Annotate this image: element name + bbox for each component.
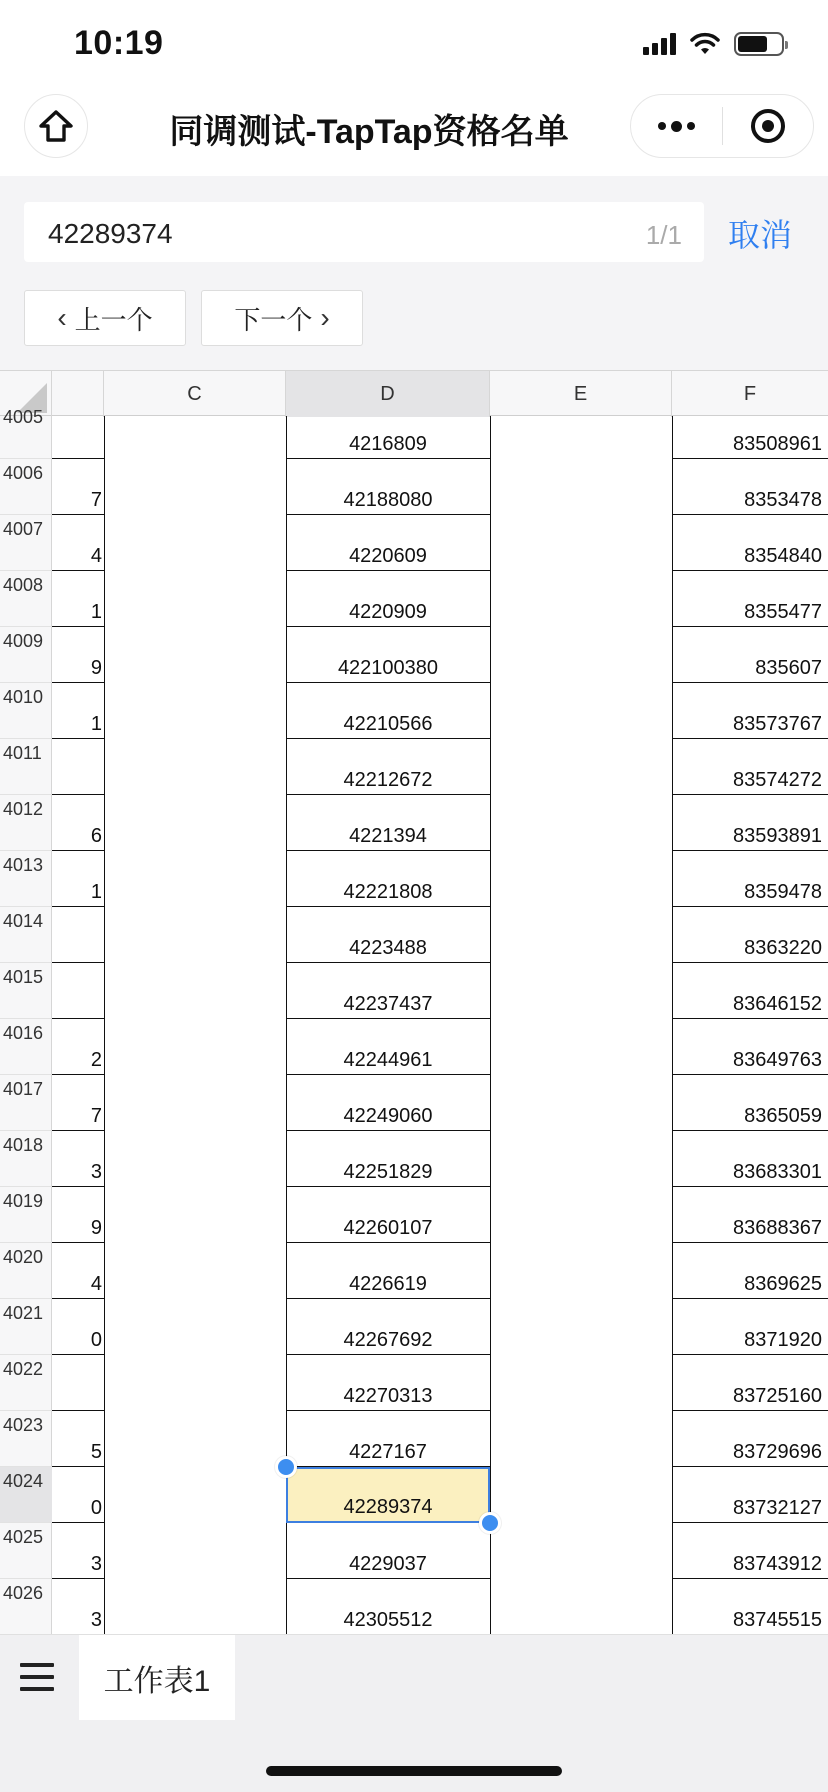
row-header-4024[interactable]: 4024 (0, 1467, 52, 1523)
close-program-button[interactable] (723, 95, 814, 157)
cell-f-4011[interactable]: 83574272 (672, 739, 828, 795)
cell-d-4020[interactable]: 4226619 (286, 1243, 490, 1299)
cell-d-4011[interactable]: 42212672 (286, 739, 490, 795)
cell-d-4021[interactable]: 42267692 (286, 1299, 490, 1355)
home-indicator-area (0, 1720, 828, 1792)
cell-f-4006[interactable]: 8353478 (672, 459, 828, 515)
cell-d-4007[interactable]: 4220609 (286, 515, 490, 571)
cell-b-4012[interactable]: 6 (52, 795, 104, 851)
column-header-d[interactable]: D (286, 371, 490, 417)
row-header-4006[interactable]: 4006 (0, 459, 52, 515)
home-icon (38, 109, 74, 143)
row-header-4021[interactable]: 4021 (0, 1299, 52, 1355)
status-bar (0, 0, 828, 90)
cell-f-4012[interactable]: 83593891 (672, 795, 828, 851)
cell-b-4010[interactable]: 1 (52, 683, 104, 739)
selection-handle-start[interactable] (275, 1456, 297, 1478)
chevron-right-icon: › (320, 302, 330, 333)
cell-d-4022[interactable]: 42270313 (286, 1355, 490, 1411)
cell-b-4026[interactable]: 3 (52, 1579, 104, 1634)
cell-d-4017[interactable]: 42249060 (286, 1075, 490, 1131)
cell-d-4015[interactable]: 42237437 (286, 963, 490, 1019)
cell-d-4008[interactable]: 4220909 (286, 571, 490, 627)
cell-b-4021[interactable]: 0 (52, 1299, 104, 1355)
cell-grid (52, 416, 828, 1634)
cancel-button[interactable]: 取消 (728, 217, 793, 253)
mini-program-capsule (630, 94, 814, 158)
row-header-4010[interactable]: 4010 (0, 683, 52, 739)
row-header-4016[interactable]: 4016 (0, 1019, 52, 1075)
row-header-4014[interactable]: 4014 (0, 907, 52, 963)
cell-b-4019[interactable]: 9 (52, 1187, 104, 1243)
wifi-icon (690, 32, 720, 56)
selected-cell-d-4024[interactable]: 42289374 (286, 1467, 490, 1523)
cellular-signal-icon (643, 33, 676, 55)
row-header-column (0, 407, 52, 1634)
row-header-4022[interactable]: 4022 (0, 1355, 52, 1411)
status-icons (643, 30, 784, 58)
more-dots-icon (658, 121, 695, 132)
row-header-4007[interactable]: 4007 (0, 515, 52, 571)
cell-b-4020[interactable]: 4 (52, 1243, 104, 1299)
previous-result-button[interactable] (24, 290, 186, 346)
page-title: 同调测试-TapTap资格名单 (169, 113, 569, 151)
cell-b-4025[interactable]: 3 (52, 1523, 104, 1579)
cell-f-4024[interactable]: 83732127 (672, 1467, 828, 1523)
cell-f-4022[interactable]: 83725160 (672, 1355, 828, 1411)
sheet-tab-bar (0, 1634, 828, 1720)
home-button[interactable] (24, 94, 88, 158)
gridline-b-c (104, 416, 105, 1634)
cell-d-4014[interactable]: 4223488 (286, 907, 490, 963)
row-header-4011[interactable]: 4011 (0, 739, 52, 795)
cell-b-4018[interactable]: 3 (52, 1131, 104, 1187)
column-header-e[interactable]: E (490, 371, 672, 417)
search-input[interactable] (24, 202, 704, 262)
gridline-d-e (490, 416, 491, 1634)
row-header-4026[interactable]: 4026 (0, 1579, 52, 1634)
record-target-icon (751, 109, 785, 143)
row-header-4023[interactable]: 4023 (0, 1411, 52, 1467)
more-button[interactable] (631, 95, 722, 157)
spreadsheet-grid[interactable] (0, 370, 828, 1634)
cell-b-4009[interactable]: 9 (52, 627, 104, 683)
cell-b-4022[interactable] (52, 1355, 104, 1411)
cell-d-4009[interactable]: 422100380 (286, 627, 490, 683)
cell-b-4005[interactable] (52, 403, 104, 459)
cell-f-4007[interactable]: 8354840 (672, 515, 828, 571)
cell-d-4013[interactable]: 42221808 (286, 851, 490, 907)
cell-b-4007[interactable]: 4 (52, 515, 104, 571)
cell-f-4018[interactable]: 83683301 (672, 1131, 828, 1187)
chevron-left-icon: ‹ (57, 302, 67, 333)
row-header-4015[interactable]: 4015 (0, 963, 52, 1019)
cell-f-4023[interactable]: 83729696 (672, 1411, 828, 1467)
row-header-4005[interactable]: 4005 (0, 403, 52, 459)
cell-f-4008[interactable]: 8355477 (672, 571, 828, 627)
cell-f-4009[interactable]: 835607 (672, 627, 828, 683)
cell-f-4026[interactable]: 83745515 (672, 1579, 828, 1634)
row-header-4019[interactable]: 4019 (0, 1187, 52, 1243)
cell-b-4014[interactable] (52, 907, 104, 963)
cell-f-4013[interactable]: 8359478 (672, 851, 828, 907)
cell-d-4010[interactable]: 42210566 (286, 683, 490, 739)
sheet-tab-active[interactable]: 工作表1 (79, 1635, 235, 1721)
column-header-c[interactable]: C (104, 371, 286, 417)
sheet-menu-icon[interactable] (20, 1659, 54, 1695)
row-header-4025[interactable]: 4025 (0, 1523, 52, 1579)
cell-d-4012[interactable]: 4221394 (286, 795, 490, 851)
column-header-f[interactable]: F (743, 383, 757, 405)
next-result-label: 下一个 (234, 304, 313, 335)
cell-b-4023[interactable]: 5 (52, 1411, 104, 1467)
search-input-value: 42289374 (48, 218, 173, 249)
row-header-4013[interactable]: 4013 (0, 851, 52, 907)
cell-f-4014[interactable]: 8363220 (672, 907, 828, 963)
cell-d-4025[interactable]: 4229037 (286, 1523, 490, 1579)
row-header-4009[interactable]: 4009 (0, 627, 52, 683)
search-result-count: 1/1 (645, 220, 682, 250)
cell-b-4016[interactable]: 2 (52, 1019, 104, 1075)
find-panel (0, 176, 828, 370)
status-time: 10:19 (74, 24, 164, 62)
home-indicator[interactable] (266, 1766, 562, 1776)
battery-icon (734, 32, 784, 56)
row-header-4008[interactable]: 4008 (0, 571, 52, 627)
cell-d-4006[interactable]: 42188080 (286, 459, 490, 515)
cell-f-4020[interactable]: 8369625 (672, 1243, 828, 1299)
nav-bar (0, 90, 828, 176)
cell-d-4016[interactable]: 42244961 (286, 1019, 490, 1075)
cell-b-4011[interactable] (52, 739, 104, 795)
cell-f-4021[interactable]: 8371920 (672, 1299, 828, 1355)
cell-d-4018[interactable]: 42251829 (286, 1131, 490, 1187)
cell-b-4015[interactable] (52, 963, 104, 1019)
cell-d-4023[interactable]: 4227167 (286, 1411, 490, 1467)
cell-d-4019[interactable]: 42260107 (286, 1187, 490, 1243)
cell-f-4017[interactable]: 8365059 (672, 1075, 828, 1131)
previous-result-label: 上一个 (74, 304, 153, 335)
cell-f-4015[interactable]: 83646152 (672, 963, 828, 1019)
cell-f-4019[interactable]: 83688367 (672, 1187, 828, 1243)
row-header-4018[interactable]: 4018 (0, 1131, 52, 1187)
battery-fill (738, 36, 767, 52)
row-header-4017[interactable]: 4017 (0, 1075, 52, 1131)
cell-f-4016[interactable]: 83649763 (672, 1019, 828, 1075)
cell-d-4026[interactable]: 42305512 (286, 1579, 490, 1634)
next-result-button[interactable] (201, 290, 363, 346)
cell-b-4017[interactable]: 7 (52, 1075, 104, 1131)
row-header-4012[interactable]: 4012 (0, 795, 52, 851)
cell-f-4025[interactable]: 83743912 (672, 1523, 828, 1579)
cell-f-4010[interactable]: 83573767 (672, 683, 828, 739)
cell-b-4013[interactable]: 1 (52, 851, 104, 907)
cell-f-4005[interactable]: 83508961 (672, 403, 828, 459)
row-header-4020[interactable]: 4020 (0, 1243, 52, 1299)
cell-b-4008[interactable]: 1 (52, 571, 104, 627)
cell-d-4005[interactable]: 4216809 (286, 403, 490, 459)
cell-b-4006[interactable]: 7 (52, 459, 104, 515)
cell-b-4024[interactable]: 0 (52, 1467, 104, 1523)
